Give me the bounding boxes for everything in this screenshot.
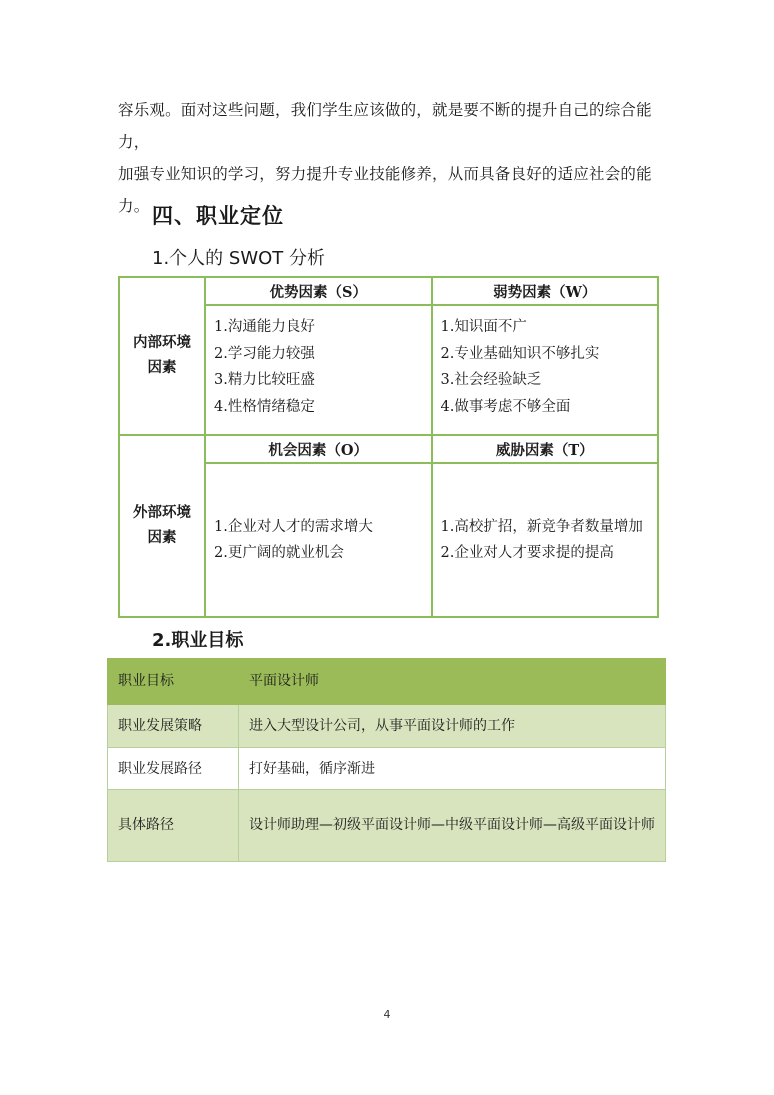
career-goal-table — [107, 658, 666, 862]
strengths-header: 优势因素（S） — [205, 277, 432, 305]
intro-line: 容乐观。面对这些问题，我们学生应该做的，就是要不断的提升自己的综合能力， — [118, 101, 652, 151]
goal-value: 进入大型设计公司，从事平面设计师的工作 — [239, 704, 666, 748]
list-item: 2.专业基础知识不够扎实 — [440, 345, 600, 362]
list-item: 4.做事考虑不够全面 — [440, 398, 571, 415]
opportunities-cell — [205, 463, 432, 617]
goals-title: 2.职业目标 — [152, 630, 244, 651]
section-title: 四、职业定位 — [152, 204, 284, 228]
list-item: 4.性格情绪稳定 — [214, 398, 315, 415]
threats-cell — [432, 463, 659, 617]
opportunities-header: 机会因素（O） — [205, 435, 432, 463]
goal-key: 职业发展路径 — [108, 748, 239, 790]
goal-value: 设计师助理—初级平面设计师—中级平面设计师—高级平面设计师 — [239, 789, 666, 861]
goal-value: 打好基础，循序渐进 — [239, 748, 666, 790]
goal-key: 具体路径 — [108, 789, 239, 861]
list-item: 1.企业对人才的需求增大 — [214, 518, 373, 535]
list-item: 1.高校扩招，新竞争者数量增加 — [440, 518, 643, 535]
goal-key: 职业目标 — [108, 659, 239, 705]
list-item: 1.知识面不广 — [440, 319, 527, 336]
page-number: 4 — [383, 1008, 391, 1021]
internal-factors-label: 内部环境 因素 — [119, 277, 205, 435]
strengths-cell — [205, 305, 432, 435]
goal-key: 职业发展策略 — [108, 704, 239, 748]
goal-value: 平面设计师 — [239, 659, 666, 705]
list-item: 2.学习能力较强 — [214, 345, 315, 362]
weaknesses-cell — [432, 305, 659, 435]
list-item: 3.社会经验缺乏 — [440, 372, 542, 389]
list-item: 2.企业对人才要求提的提高 — [440, 545, 614, 562]
list-item: 1.沟通能力良好 — [214, 319, 315, 336]
list-item: 2.更广阔的就业机会 — [214, 545, 344, 562]
external-factors-label: 外部环境 因素 — [119, 435, 205, 617]
swot-title: 1.个人的 SWOT 分析 — [152, 248, 326, 269]
weaknesses-header: 弱势因素（W） — [432, 277, 659, 305]
list-item: 3.精力比较旺盛 — [214, 372, 315, 389]
swot-table — [118, 276, 659, 618]
threats-header: 威胁因素（T） — [432, 435, 659, 463]
intro-line: 加强专业知识的学习，努力提升专业技能修养，从而具备良好的适应社会的能力。 — [118, 165, 652, 215]
